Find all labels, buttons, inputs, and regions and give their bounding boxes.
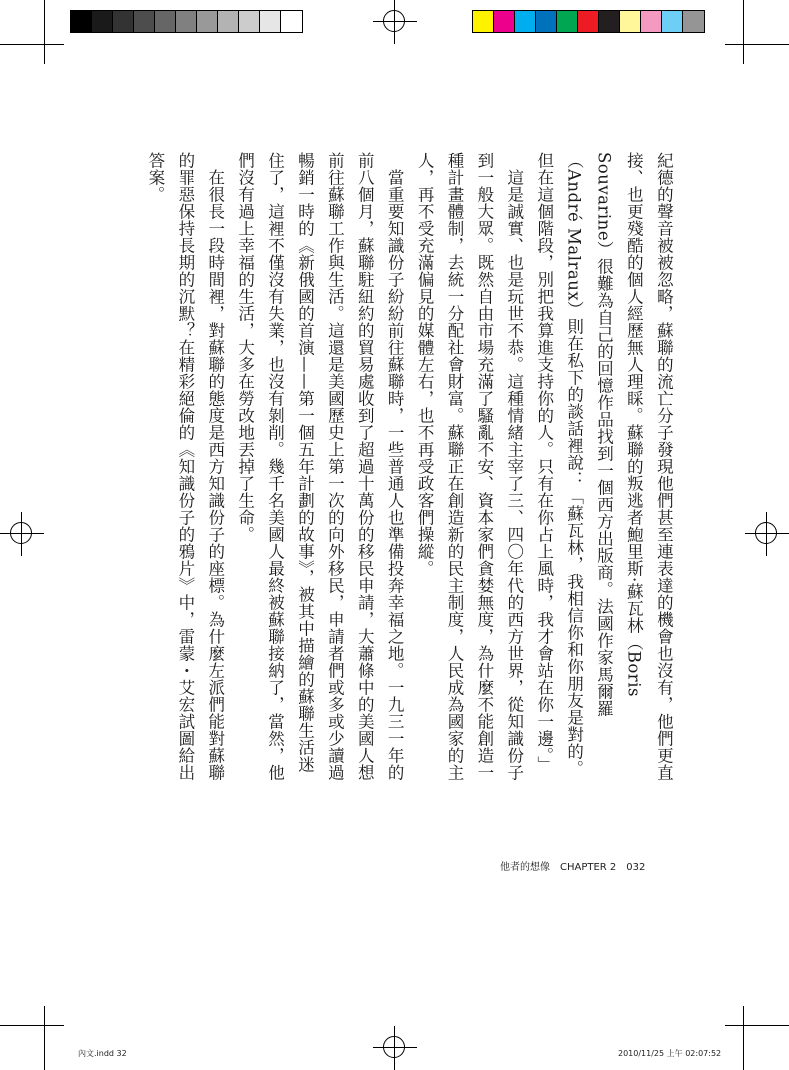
crop-mark-bottom-left-h bbox=[0, 1025, 64, 1026]
gray-swatch bbox=[281, 11, 302, 32]
paragraph: 當重要知識份子紛紛前往蘇聯時，一些普通人也準備投奔幸福之地。一九三一年的前八個月，蘇聯駐紐約的貿易處收到了超過十萬份的移民申請，大蕭條中的美國人想前往蘇聯工作與生活。這還是美國歷史上第一次的向外移民，申請者們或多或少讀過暢銷一時的《新俄國的首演——第一個五年計劃的故事》，被其中描繪的蘇聯生活迷住了，這裡不僅沒有失業，也沒有剝削。幾千名美國人最終被蘇聯接納了，當然，他們沒有過上幸福的生活，大多在勞改地丟掉了生命。 bbox=[235, 152, 405, 781]
registration-mark-left-icon bbox=[0, 512, 44, 556]
gray-swatch bbox=[113, 11, 134, 32]
color-swatch bbox=[641, 11, 662, 32]
registration-mark-top-icon bbox=[373, 0, 417, 44]
text-area bbox=[140, 152, 674, 782]
gray-swatch bbox=[239, 11, 260, 32]
gray-swatch bbox=[176, 11, 197, 32]
gray-swatch bbox=[218, 11, 239, 32]
crop-mark-top-right-v bbox=[743, 0, 744, 64]
timestamp-slug: 2010/11/25 上午 02:07:52 bbox=[618, 1049, 722, 1058]
crop-mark-top-left-v bbox=[44, 0, 45, 64]
body-text bbox=[140, 152, 678, 782]
color-swatch bbox=[662, 11, 683, 32]
color-swatch bbox=[557, 11, 578, 32]
color-swatch bbox=[473, 11, 494, 32]
paragraph: 紀德的聲音被被忽略，蘇聯的流亡分子發現他們甚至連表達的機會也沒有，他們更直接、也更殘酷的個人經歷無人理睬。蘇聯的叛逃者鮑里斯·蘇瓦林（Boris Souvarine）很難為自己的回憶作品找到一個西方出版商。法國作家馬爾羅（André Malraux）則在私下的談話裡說：「蘇瓦林，我相信你和你朋友是對的。但在這個階段，別把我算進支持你的人。只有在你占上風時，我才會站在你一邊。」 bbox=[534, 152, 674, 781]
grayscale-bar bbox=[70, 10, 303, 33]
color-swatch bbox=[599, 11, 620, 32]
color-swatch bbox=[683, 11, 704, 32]
registration-mark-bottom-icon bbox=[373, 1026, 417, 1070]
color-swatch bbox=[494, 11, 515, 32]
crop-mark-top-right-h bbox=[725, 44, 789, 45]
gray-swatch bbox=[92, 11, 113, 32]
color-swatch bbox=[620, 11, 641, 32]
crop-mark-bottom-left-v bbox=[44, 1006, 45, 1070]
color-swatch bbox=[515, 11, 536, 32]
paragraph: 在很長一段時間裡，對蘇聯的態度是西方知識份子的座標。為什麼左派們能對蘇聯的罪惡保持長期的沉默？在精彩絕倫的《知識份子的鴉片》中，雷蒙・艾宏試圖給出答案。 bbox=[145, 152, 225, 781]
color-swatch bbox=[536, 11, 557, 32]
gray-swatch bbox=[155, 11, 176, 32]
gray-swatch bbox=[260, 11, 281, 32]
crop-mark-bottom-right-v bbox=[743, 1006, 744, 1070]
paragraph: 這是誠實、也是玩世不恭。這種情緒主宰了三、四〇年代的西方世界，從知識份子到一般大眾。既然自由市場充滿了騷亂不安、資本家們貪婪無度，為什麼不能創造一種計畫體制，去統一分配社會財富。蘇聯正在創造新的民主制度，人民成為國家的主人，再不受充滿偏見的媒體左右，也不再受政客們操縱。 bbox=[415, 152, 524, 781]
gray-swatch bbox=[71, 11, 92, 32]
gray-swatch bbox=[134, 11, 155, 32]
color-swatch bbox=[578, 11, 599, 32]
crop-mark-top-left-h bbox=[0, 44, 64, 45]
file-slug: 內文.indd 32 bbox=[78, 1049, 127, 1058]
gray-swatch bbox=[197, 11, 218, 32]
running-footer: 他者的想像 CHAPTER 2 032 bbox=[500, 862, 646, 873]
registration-mark-right-icon bbox=[745, 512, 789, 556]
color-bar bbox=[472, 10, 705, 33]
crop-mark-bottom-right-h bbox=[725, 1025, 789, 1026]
